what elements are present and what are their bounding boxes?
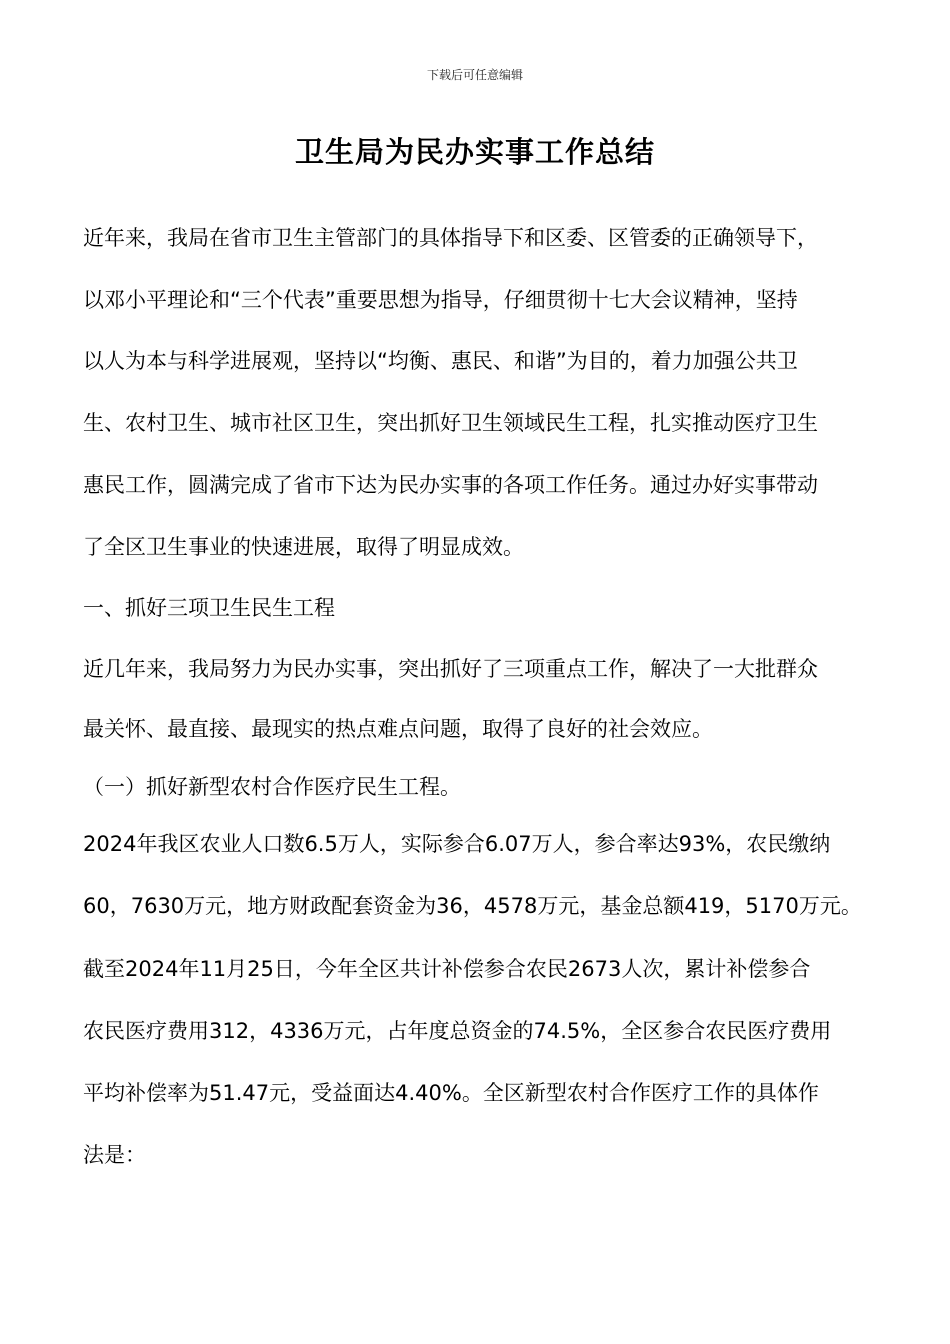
paragraph-line: 平均补偿率为51.47元，受益面达4.40%。全区新型农村合作医疗工作的具体作 <box>83 1081 819 1105</box>
paragraph-line: 以人为本与科学进展观，坚持以“均衡、惠民、和谐”为目的，着力加强公共卫 <box>83 349 798 373</box>
paragraph-line: 生、农村卫生、城市社区卫生，突出抓好卫生领域民生工程，扎实推动医疗卫生 <box>83 411 818 435</box>
paragraph-line: 农民医疗费用312，4336万元，占年度总资金的74.5%，全区参合农民医疗费用 <box>83 1019 832 1043</box>
paragraph-line: 近年来，我局在省市卫生主管部门的具体指导下和区委、区管委的正确领导下， <box>83 226 818 250</box>
paragraph-line: 惠民工作，圆满完成了省市下达为民办实事的各项工作任务。通过办好实事带动 <box>83 473 818 497</box>
document-title: 卫生局为民办实事工作总结 <box>294 135 655 169</box>
paragraph-line: 截至2024年11月25日，今年全区共计补偿参合农民2673人次，累计补偿参合 <box>83 957 811 981</box>
paragraph-line: 近几年来，我局努力为民办实事，突出抓好了三项重点工作，解决了一大批群众 <box>83 657 818 681</box>
paragraph-line: 了全区卫生事业的快速进展，取得了明显成效。 <box>83 535 524 559</box>
subsection-heading: （一）抓好新型农村合作医疗民生工程。 <box>83 775 461 799</box>
section-heading: 一、抓好三项卫生民生工程 <box>83 596 335 620</box>
paragraph-line: 2024年我区农业人口数6.5万人，实际参合6.07万人，参合率达93%，农民缴纳 <box>83 832 831 856</box>
paragraph-line: 最关怀、最直接、最现实的热点难点问题，取得了良好的社会效应。 <box>83 717 713 741</box>
paragraph-line: 法是： <box>83 1143 146 1167</box>
paragraph-line: 以邓小平理论和“三个代表”重要思想为指导，仔细贯彻十七大会议精神，坚持 <box>83 288 798 312</box>
paragraph-line: 60，7630万元，地方财政配套资金为36，4578万元，基金总额419，5170万元。 <box>83 894 862 918</box>
header-note: 下载后可任意编辑 <box>426 68 523 82</box>
